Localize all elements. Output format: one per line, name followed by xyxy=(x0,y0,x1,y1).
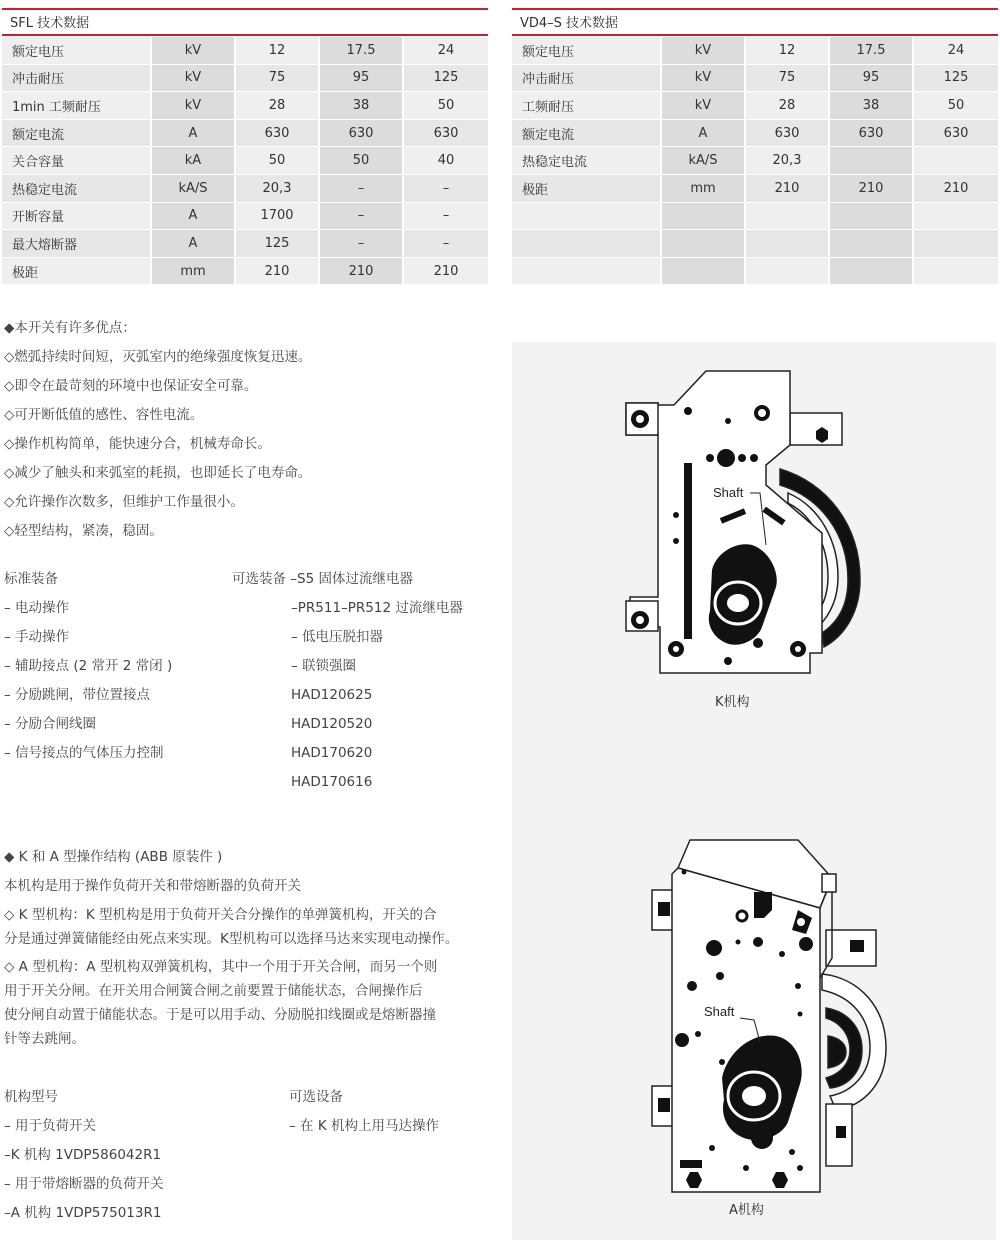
optional-item: HAD170616 xyxy=(291,774,373,790)
parameter-cell: 冲击耐压 xyxy=(2,65,152,93)
optional-item: HAD170620 xyxy=(291,745,373,761)
value-cell xyxy=(914,230,998,258)
a-mechanism-caption: A机构 xyxy=(729,1203,764,1218)
vd4-table xyxy=(512,37,998,285)
value-cell: 630 xyxy=(236,120,320,148)
advantage-item: ◇即令在最苛刻的环境中也保证安全可靠。 xyxy=(4,378,258,394)
value-cell: 210 xyxy=(236,258,320,286)
a-mechanism-drawing xyxy=(650,838,894,1198)
value-cell xyxy=(914,203,998,231)
unit-cell: A xyxy=(152,203,236,231)
value-cell: 38 xyxy=(830,92,914,120)
parameter-cell xyxy=(512,203,662,231)
parameter-cell: 额定电压 xyxy=(2,37,152,65)
model-item: –K 机构 1VDP586042R1 xyxy=(4,1147,162,1163)
value-cell: 210 xyxy=(404,258,488,286)
unit-cell: mm xyxy=(152,258,236,286)
a-description-line: ◇ A 型机构：A 型机构双弹簧机构，其中一个用于开关合闸，而另一个则 xyxy=(4,959,438,975)
unit-cell xyxy=(662,230,746,258)
advantage-item: ◇操作机构简单，能快速分合，机械寿命长。 xyxy=(4,436,271,452)
optional-item: –PR511–PR512 过流继电器 xyxy=(291,600,463,616)
table-row xyxy=(2,203,488,231)
advantages-heading: ◆本开关有许多优点： xyxy=(4,320,136,336)
optional-item: – 联锁强圈 xyxy=(291,658,357,674)
value-cell: – xyxy=(320,230,404,258)
sfl-spec-table xyxy=(2,8,488,285)
table-row xyxy=(512,37,998,65)
table-row xyxy=(2,258,488,286)
table-row xyxy=(2,92,488,120)
table-row xyxy=(512,92,998,120)
standard-item: – 手动操作 xyxy=(4,629,70,645)
unit-cell xyxy=(662,203,746,231)
parameter-cell xyxy=(512,230,662,258)
optional-item: HAD120625 xyxy=(291,687,373,703)
parameter-cell: 热稳定电流 xyxy=(512,147,662,175)
table-row xyxy=(512,120,998,148)
parameter-cell: 额定电流 xyxy=(512,120,662,148)
table-row xyxy=(512,175,998,203)
value-cell: 630 xyxy=(746,120,830,148)
optional-equipment-item: – 在 K 机构上用马达操作 xyxy=(289,1118,439,1134)
unit-cell: A xyxy=(662,120,746,148)
optional-heading: 可选装备 –S5 固体过流继电器 xyxy=(232,571,413,587)
value-cell: 38 xyxy=(320,92,404,120)
value-cell: – xyxy=(404,230,488,258)
standard-item: – 辅助接点 (2 常开 2 常闭 ) xyxy=(4,658,173,674)
standard-heading: 标准装备 xyxy=(4,571,58,587)
parameter-cell: 1min 工频耐压 xyxy=(2,92,152,120)
standard-item: – 分励合闸线圈 xyxy=(4,716,97,732)
value-cell: 75 xyxy=(236,65,320,93)
unit-cell: kA xyxy=(152,147,236,175)
mechanism-heading: ◆ K 和 A 型操作结构 (ABB 原装件 ) xyxy=(4,849,223,865)
parameter-cell: 最大熔断器 xyxy=(2,230,152,258)
value-cell xyxy=(746,258,830,286)
standard-item: – 信号接点的气体压力控制 xyxy=(4,745,164,761)
value-cell: 95 xyxy=(320,65,404,93)
advantage-item: ◇减少了触头和来弧室的耗损，也即延长了电寿命。 xyxy=(4,465,312,481)
advantage-item: ◇可开断低值的感性、容性电流。 xyxy=(4,407,204,423)
parameter-cell: 极距 xyxy=(2,258,152,286)
value-cell: 210 xyxy=(320,258,404,286)
value-cell: 125 xyxy=(404,65,488,93)
advantage-item: ◇燃弧持续时间短，灭弧室内的绝缘强度恢复迅速。 xyxy=(4,349,312,365)
parameter-cell: 开断容量 xyxy=(2,203,152,231)
value-cell: 12 xyxy=(236,37,320,65)
value-cell xyxy=(746,203,830,231)
a-description-line: 针等去跳闸。 xyxy=(4,1031,85,1047)
value-cell: 630 xyxy=(404,120,488,148)
value-cell: 40 xyxy=(404,147,488,175)
parameter-cell: 关合容量 xyxy=(2,147,152,175)
unit-cell: mm xyxy=(662,175,746,203)
value-cell: 17.5 xyxy=(830,37,914,65)
value-cell: 50 xyxy=(236,147,320,175)
value-cell: 210 xyxy=(830,175,914,203)
unit-cell: kV xyxy=(662,65,746,93)
sfl-table-title: SFL 技术数据 xyxy=(2,8,488,36)
optional-item: HAD120520 xyxy=(291,716,373,732)
unit-cell xyxy=(662,258,746,286)
a-description-line: 使分闸自动置于储能状态。于是可以用手动、分励脱扣线圈或是熔断器撞 xyxy=(4,1007,436,1023)
model-item: – 用于带熔断器的负荷开关 xyxy=(4,1176,164,1192)
value-cell: 50 xyxy=(320,147,404,175)
table-row xyxy=(2,147,488,175)
value-cell: – xyxy=(320,203,404,231)
table-row xyxy=(2,175,488,203)
table-row xyxy=(2,120,488,148)
table-row xyxy=(512,203,998,231)
value-cell: 210 xyxy=(746,175,830,203)
unit-cell: kV xyxy=(152,65,236,93)
unit-cell: kV xyxy=(662,37,746,65)
value-cell xyxy=(914,258,998,286)
parameter-cell: 额定电流 xyxy=(2,120,152,148)
value-cell: 630 xyxy=(320,120,404,148)
standard-item: – 分励跳闸，带位置接点 xyxy=(4,687,151,703)
unit-cell: kV xyxy=(662,92,746,120)
value-cell: 20,3 xyxy=(236,175,320,203)
table-row xyxy=(2,230,488,258)
model-heading: 机构型号 xyxy=(4,1089,58,1105)
table-row xyxy=(512,258,998,286)
mechanism-intro: 本机构是用于操作负荷开关和带熔断器的负荷开关 xyxy=(4,878,301,894)
value-cell xyxy=(914,147,998,175)
optional-item: – 低电压脱扣器 xyxy=(291,629,384,645)
value-cell: 24 xyxy=(914,37,998,65)
value-cell xyxy=(746,230,830,258)
value-cell: 75 xyxy=(746,65,830,93)
value-cell: 1700 xyxy=(236,203,320,231)
value-cell: – xyxy=(404,203,488,231)
optional-equipment-heading: 可选设备 xyxy=(289,1089,343,1105)
parameter-cell: 极距 xyxy=(512,175,662,203)
unit-cell: A xyxy=(152,230,236,258)
value-cell: 20,3 xyxy=(746,147,830,175)
parameter-cell xyxy=(512,258,662,286)
unit-cell: kV xyxy=(152,92,236,120)
value-cell: 12 xyxy=(746,37,830,65)
sfl-table xyxy=(2,37,488,285)
value-cell xyxy=(830,203,914,231)
table-row xyxy=(2,37,488,65)
value-cell: 95 xyxy=(830,65,914,93)
value-cell: 125 xyxy=(914,65,998,93)
k-description-line: 分是通过弹簧储能经由死点来实现。K型机构可以选择马达来实现电动操作。 xyxy=(4,931,459,947)
value-cell: 28 xyxy=(236,92,320,120)
advantage-item: ◇允许操作次数多，但维护工作量很小。 xyxy=(4,494,244,510)
k-mechanism-drawing xyxy=(612,365,868,685)
value-cell: 17.5 xyxy=(320,37,404,65)
k-shaft-label: Shaft xyxy=(713,485,744,500)
value-cell: 50 xyxy=(914,92,998,120)
parameter-cell: 热稳定电流 xyxy=(2,175,152,203)
value-cell xyxy=(830,230,914,258)
model-item: – 用于负荷开关 xyxy=(4,1118,97,1134)
a-shaft-label: Shaft xyxy=(704,1004,735,1019)
unit-cell: kA/S xyxy=(152,175,236,203)
value-cell: – xyxy=(404,175,488,203)
value-cell: 24 xyxy=(404,37,488,65)
value-cell: 630 xyxy=(914,120,998,148)
table-row xyxy=(2,65,488,93)
value-cell: 28 xyxy=(746,92,830,120)
table-row xyxy=(512,230,998,258)
parameter-cell: 工频耐压 xyxy=(512,92,662,120)
table-row xyxy=(512,147,998,175)
unit-cell: A xyxy=(152,120,236,148)
a-description-line: 用于开关分闸。在开关用合闸簧合闸之前要置于储能状态，合闸操作后 xyxy=(4,983,423,999)
parameter-cell: 额定电压 xyxy=(512,37,662,65)
value-cell xyxy=(830,147,914,175)
value-cell: 125 xyxy=(236,230,320,258)
standard-item: – 电动操作 xyxy=(4,600,70,616)
vd4-spec-table xyxy=(512,8,998,285)
table-row xyxy=(512,65,998,93)
value-cell: – xyxy=(320,175,404,203)
parameter-cell: 冲击耐压 xyxy=(512,65,662,93)
k-description-line: ◇ K 型机构：K 型机构是用于负荷开关合分操作的单弹簧机构，开关的合 xyxy=(4,907,437,923)
k-mechanism-caption: K机构 xyxy=(715,695,750,710)
unit-cell: kA/S xyxy=(662,147,746,175)
value-cell: 50 xyxy=(404,92,488,120)
vd4-table-title: VD4–S 技术数据 xyxy=(512,8,998,36)
advantage-item: ◇轻型结构，紧凑，稳固。 xyxy=(4,523,163,539)
unit-cell: kV xyxy=(152,37,236,65)
model-item: –A 机构 1VDP575013R1 xyxy=(4,1205,162,1221)
value-cell: 210 xyxy=(914,175,998,203)
value-cell xyxy=(830,258,914,286)
value-cell: 630 xyxy=(830,120,914,148)
